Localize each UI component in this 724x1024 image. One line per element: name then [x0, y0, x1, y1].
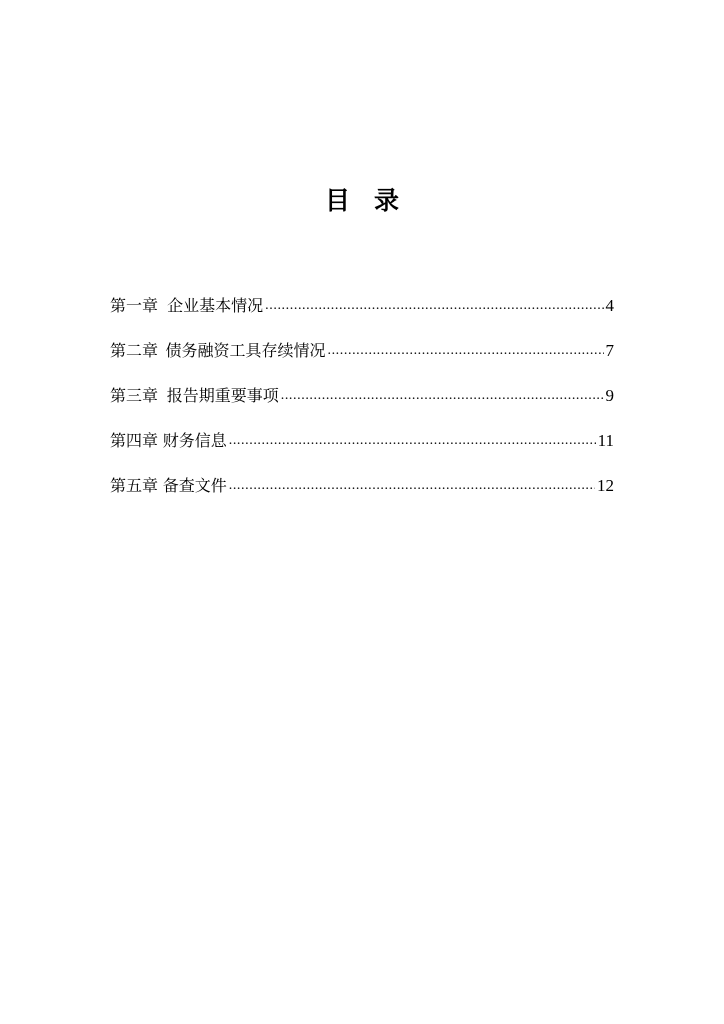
toc-entry-chapter-4[interactable]	[110, 411, 614, 456]
toc-chapter-title: 财务信息	[162, 431, 227, 450]
toc-dot-leader	[229, 478, 595, 494]
toc-entry-chapter-1[interactable]	[110, 276, 614, 321]
toc-list	[110, 276, 614, 501]
toc-title: 目录	[324, 186, 423, 215]
toc-dot-leader	[327, 343, 603, 359]
toc-chapter-number: 第二章	[110, 341, 159, 360]
toc-chapter-number: 第一章	[110, 296, 159, 315]
toc-chapter-title: 报告期重要事项	[166, 386, 279, 405]
toc-dot-leader	[281, 388, 604, 404]
toc-page-number: 12	[597, 476, 614, 495]
toc-page-number: 7	[605, 341, 614, 360]
toc-page-number: 4	[605, 296, 614, 315]
toc-chapter-title: 债务融资工具存续情况	[165, 341, 326, 360]
toc-dot-leader	[265, 298, 603, 314]
toc-dot-leader	[229, 433, 596, 449]
toc-page-number: 11	[597, 431, 614, 450]
toc-chapter-title: 备查文件	[162, 476, 227, 495]
toc-chapter-number: 第四章	[110, 431, 159, 450]
toc-entry-chapter-5[interactable]	[110, 456, 614, 501]
toc-chapter-number: 第五章	[110, 476, 159, 495]
toc-chapter-title: 企业基本情况	[167, 296, 264, 315]
toc-page-number: 9	[605, 386, 614, 405]
toc-entry-chapter-3[interactable]	[110, 366, 614, 411]
toc-chapter-number: 第三章	[110, 386, 159, 405]
toc-entry-chapter-2[interactable]	[110, 321, 614, 366]
